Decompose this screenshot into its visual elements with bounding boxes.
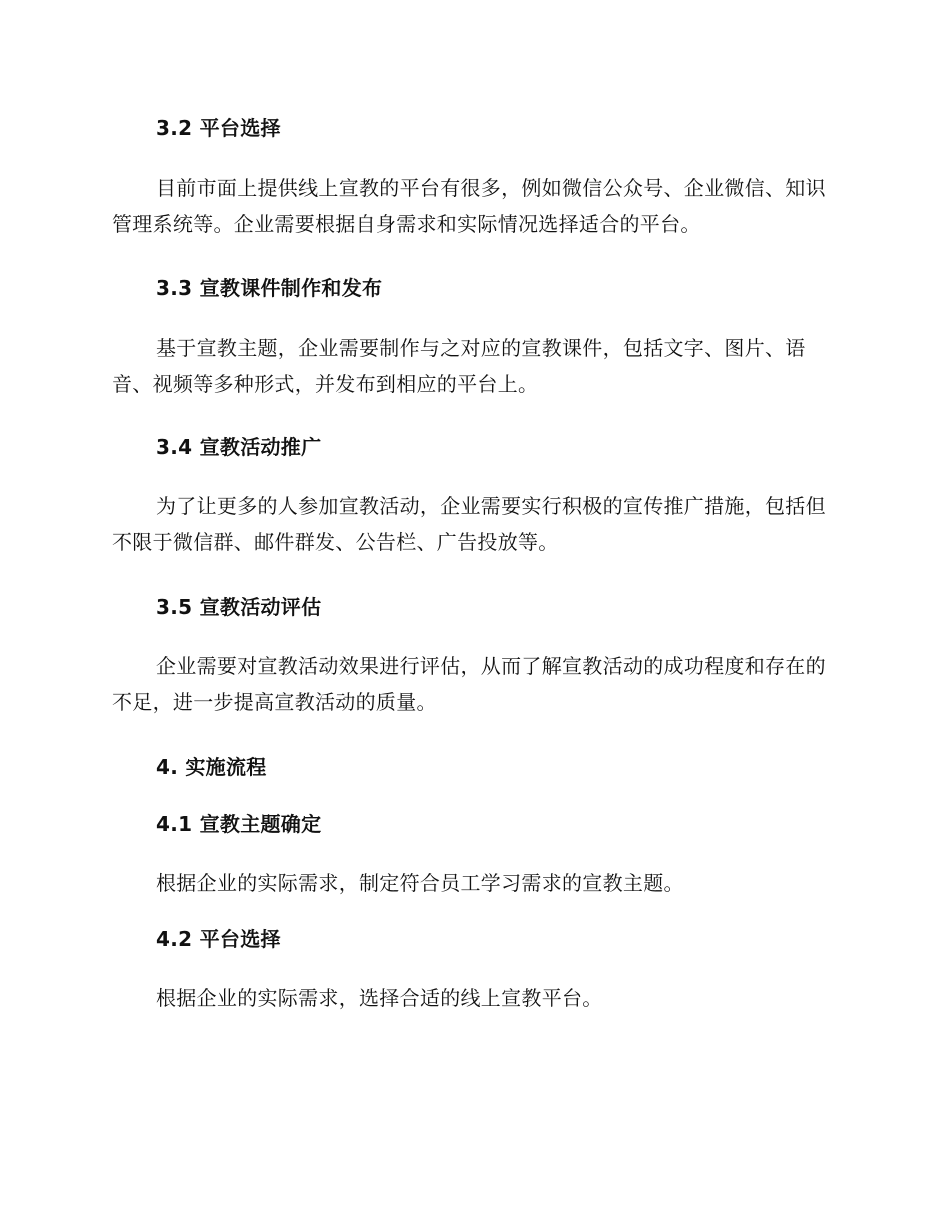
- section-heading-4-1: 4.1 宣教主题确定: [156, 812, 322, 836]
- paragraph-3-2: 目前市面上提供线上宣教的平台有很多，例如微信公众号、企业微信、知识管理系统等。企业需要根据自身需求和实际情况选择适合的平台。: [112, 176, 826, 236]
- section-heading-3-3: 3.3 宣教课件制作和发布: [156, 276, 383, 300]
- paragraph-3-5: 企业需要对宣教活动效果进行评估，从而了解宣教活动的成功程度和存在的不足，进一步提高宣教活动的质量。: [112, 654, 826, 714]
- paragraph-4-1: 根据企业的实际需求，制定符合员工学习需求的宣教主题。: [156, 871, 684, 895]
- section-heading-3-5: 3.5 宣教活动评估: [156, 595, 322, 619]
- paragraph-3-3: 基于宣教主题，企业需要制作与之对应的宣教课件，包括文字、图片、语音、视频等多种形式，并发布到相应的平台上。: [112, 336, 806, 396]
- section-heading-3-4: 3.4 宣教活动推广: [156, 435, 322, 459]
- paragraph-4-2: 根据企业的实际需求，选择合适的线上宣教平台。: [156, 986, 603, 1010]
- section-heading-3-2: 3.2 平台选择: [156, 116, 281, 140]
- section-heading-4-2: 4.2 平台选择: [156, 927, 281, 951]
- paragraph-3-4: 为了让更多的人参加宣教活动，企业需要实行积极的宣传推广措施，包括但不限于微信群、邮件群发、公告栏、广告投放等。: [112, 494, 826, 554]
- section-heading-4: 4. 实施流程: [156, 755, 267, 779]
